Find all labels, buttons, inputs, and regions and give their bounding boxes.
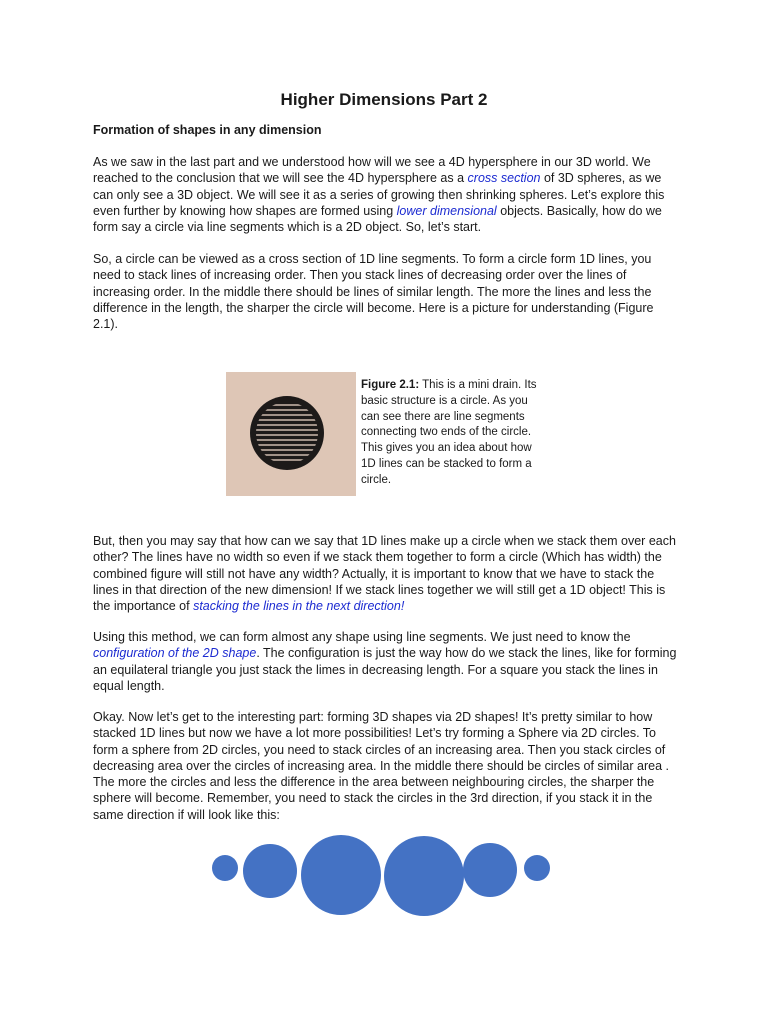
circle-1 bbox=[212, 855, 238, 881]
paragraph-configuration: Using this method, we can form almost any shape using line segments. We just need to know the configuration of the 2D shape. The configuration is just the way how do we stack the lines, like for forming an equilateral triangle you just stack the limes in decreasing length. For a square you stack the lines in equal length. bbox=[93, 630, 677, 693]
section-heading: Formation of shapes in any dimension bbox=[93, 123, 322, 137]
figure-label: Figure 2.1: bbox=[361, 379, 420, 391]
link-stacking-next-direction[interactable]: stacking the lines in the next direction! bbox=[193, 599, 405, 614]
document-title: Higher Dimensions Part 2 bbox=[280, 90, 488, 109]
link-lower-dimensional[interactable]: lower dimensional bbox=[396, 203, 497, 218]
paragraph-intro: As we saw in the last part and we understood how will we see a 4D hypersphere in our 3D world. We reached to the conclusion that we will see the 4D hypersphere as a cross section of 3D spheres, as we can only see a 3D object. We will see it as a series of growing then shrinking spheres. Let’s explore this even further by knowing how shapes are formed using lower dimensional objects. Basically, how do we form say a circle via line segments which is a 2D object. So, let’s start. bbox=[93, 155, 665, 235]
link-configuration-2d-shape[interactable]: configuration of the 2D shape bbox=[93, 646, 257, 661]
circle-5 bbox=[463, 843, 517, 897]
circle-2 bbox=[243, 844, 297, 898]
paragraph-sphere: Okay. Now let’s get to the interesting part: forming 3D shapes via 2D shapes! It’s pretty similar to how stacked 1D lines but now we have a lot more possibilities! Let’s try forming a Sphere via 2D circles. To form a sphere from 2D circles, you need to stack circles of an increasing area. Then you stack circles of decreasing area over the circles of increasing area. In the middle there should be circles of similar area . The more the circles and less the difference in the area between neighbouring circles, the sharper the sphere will become. Remember, you need to stack the circles in the 3rd direction, if you stack it in the same direction if will look like this: bbox=[93, 710, 669, 822]
figure-drain-image bbox=[226, 372, 356, 496]
link-cross-section[interactable]: cross section bbox=[467, 171, 541, 186]
circle-6 bbox=[524, 855, 550, 881]
circles-figure bbox=[200, 828, 560, 924]
circle-4 bbox=[384, 836, 464, 916]
circle-3 bbox=[301, 835, 381, 915]
paragraph-stacking: But, then you may say that how can we say that 1D lines make up a circle when we stack them over each other? The lines have no width so even if we stack them together to form a circle (Which has width) the combined figure will still not have any width? Actually, it is important to know that we have to stack the lines in that direction of the new dimension! If we stack lines together we will still get a 1D object! This is the importance of stacking the lines in the next direction! bbox=[93, 534, 676, 614]
figure-caption: Figure 2.1: This is a mini drain. Its basic structure is a circle. As you can see there are line segments connecting two ends of the circle. This gives you an idea about how 1D lines can be stacked to form a circle. bbox=[361, 379, 537, 486]
drain-icon bbox=[226, 372, 356, 496]
paragraph-circle-lines: So, a circle can be viewed as a cross section of 1D line segments. To form a circle form 1D lines, you need to stack lines of increasing order. Then you stack lines of decreasing order over the lines of increasing order. In the middle there should be lines of similar length. The more the lines and less the difference in the length, the sharper the circle will become. Here is a picture for understanding (Figure 2.1). bbox=[93, 252, 654, 332]
